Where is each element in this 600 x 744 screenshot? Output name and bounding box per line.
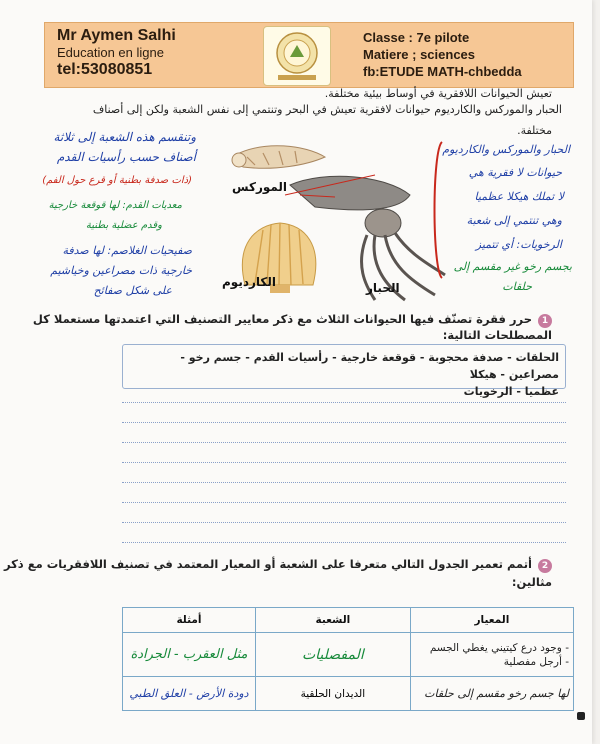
- handwritten-right-1: الحبار والموركس والكارديوم: [442, 143, 570, 156]
- school-logo: [263, 26, 331, 86]
- facebook-label: fb:ETUDE MATH-chbedda: [363, 64, 522, 79]
- handwritten-left-3: (ذات صدفة بطنية أو قرع حول الفم): [42, 175, 192, 186]
- intro-line-1: تعيش الحيوانات اللافقرية في أوساط بيئية مختلفة.: [324, 87, 552, 100]
- header-phylum: الشعبة: [255, 608, 410, 633]
- question-1-number: 1: [538, 314, 552, 328]
- criterion-line-1: لها جسم رخو مقسم إلى حلقات: [424, 686, 569, 700]
- answer-line-1[interactable]: [122, 402, 566, 403]
- terms-line-1: الحلقات - صدفة محجوبة - قوقعة خارجية - رأسيات القدم - جسم رخو - مصراعين - هيكلا: [180, 351, 559, 381]
- cell-examples[interactable]: دودة الأرض - العلق الطبي: [123, 677, 256, 711]
- handwritten-right-5: الرخويات: أي تتميز: [475, 238, 562, 251]
- classification-table: [122, 607, 574, 711]
- header-banner: [44, 22, 574, 88]
- education-label: Education en ligne: [57, 45, 164, 60]
- handwritten-left-5: وقدم عضلية بطنية: [85, 220, 162, 231]
- question-2-number: 2: [538, 559, 552, 573]
- handwritten-right-3: لا تملك هيكلا عظميا: [474, 190, 564, 203]
- handwritten-left-2: أصناف حسب رأسيات القدم: [56, 150, 196, 164]
- header-left: [57, 27, 247, 78]
- label-squid: الحبار: [366, 281, 400, 295]
- teacher-name: Mr Aymen Salhi: [57, 27, 176, 44]
- subject-label: Matiere ; sciences: [363, 47, 476, 62]
- label-murex: الموركس: [232, 180, 288, 194]
- question-2-line-2: مثالين:: [511, 575, 552, 589]
- red-bracket-icon: [428, 140, 448, 280]
- cell-criterion: [410, 633, 573, 677]
- table-header-row: [123, 608, 574, 633]
- intro-line-2: الحبار والموركس والكارديوم حيوانات لافقرية تعيش في البحر وتنتمي إلى نفس الشعبة ولكن إلى أصناف: [92, 103, 562, 116]
- cell-examples[interactable]: مثل العقرب - الجرادة: [123, 633, 256, 677]
- question-1: [33, 312, 552, 328]
- question-1-line-2: المصطلحات التالية:: [442, 328, 552, 342]
- cell-phylum: الديدان الحلقية: [255, 677, 410, 711]
- answer-line-7[interactable]: [122, 522, 566, 523]
- handwritten-right-2: حيوانات لا فقرية هي: [468, 166, 562, 179]
- phone-number: tel:53080851: [57, 61, 153, 78]
- question-2: [4, 557, 552, 573]
- handwritten-left-1: وتنقسم هذه الشعبة إلى ثلاثة: [53, 130, 196, 144]
- table-row: [123, 633, 574, 677]
- question-1-text: حرر فقرة تصنّف فيها الحيوانات الثلاث مع ذكر معايير التصنيف التي اعتمدتها مستعملا كل: [32, 312, 532, 326]
- handwritten-left-4: معديات القدم: لها قوقعة خارجية: [48, 200, 182, 211]
- class-label: Classe : 7e pilote: [363, 30, 470, 45]
- question-2-text: أتمم تعمير الجدول التالي متعرفا على الشعبة أو المعيار المعتمد في تصنيف اللافقريات مع ذكر: [3, 557, 532, 571]
- handwritten-right-6: بجسم رخو غير مقسم إلى: [453, 260, 572, 273]
- intro-line-3: مختلفة.: [517, 124, 552, 137]
- handwritten-right-4: وهي تنتمي إلى شعبة: [466, 214, 562, 227]
- header-criterion: المعيار: [410, 608, 573, 633]
- scroll-marker-icon[interactable]: [577, 712, 585, 720]
- handwritten-left-7: خارجية ذات مصراعين وخياشيم: [50, 264, 192, 277]
- terms-box: [122, 344, 566, 398]
- label-cardium: الكارديوم: [222, 275, 276, 289]
- answer-line-2[interactable]: [122, 422, 566, 423]
- handwritten-left-8: على شكل صفائح: [93, 284, 172, 297]
- table-row: [123, 677, 574, 711]
- terms-line-2: عظميا - الرخويات: [463, 385, 559, 398]
- criterion-line-2: - أرجل مفصلية: [503, 655, 569, 668]
- answer-line-3[interactable]: [122, 442, 566, 443]
- answer-line-6[interactable]: [122, 502, 566, 503]
- handwritten-left-6: صفيحيات الغلاصم: لها صدفة: [62, 244, 192, 257]
- murex-shell-icon: [232, 146, 325, 169]
- answer-line-8[interactable]: [122, 542, 566, 543]
- cell-criterion[interactable]: [410, 677, 573, 711]
- cell-phylum[interactable]: المفصليات: [255, 633, 410, 677]
- header-right: [363, 29, 573, 80]
- criterion-line-1: - وجود درع كيتيني يغطي الجسم: [429, 641, 569, 654]
- header-examples: أمثلة: [123, 608, 256, 633]
- answer-line-4[interactable]: [122, 462, 566, 463]
- answer-line-5[interactable]: [122, 482, 566, 483]
- handwritten-right-7: حلقات: [502, 280, 532, 293]
